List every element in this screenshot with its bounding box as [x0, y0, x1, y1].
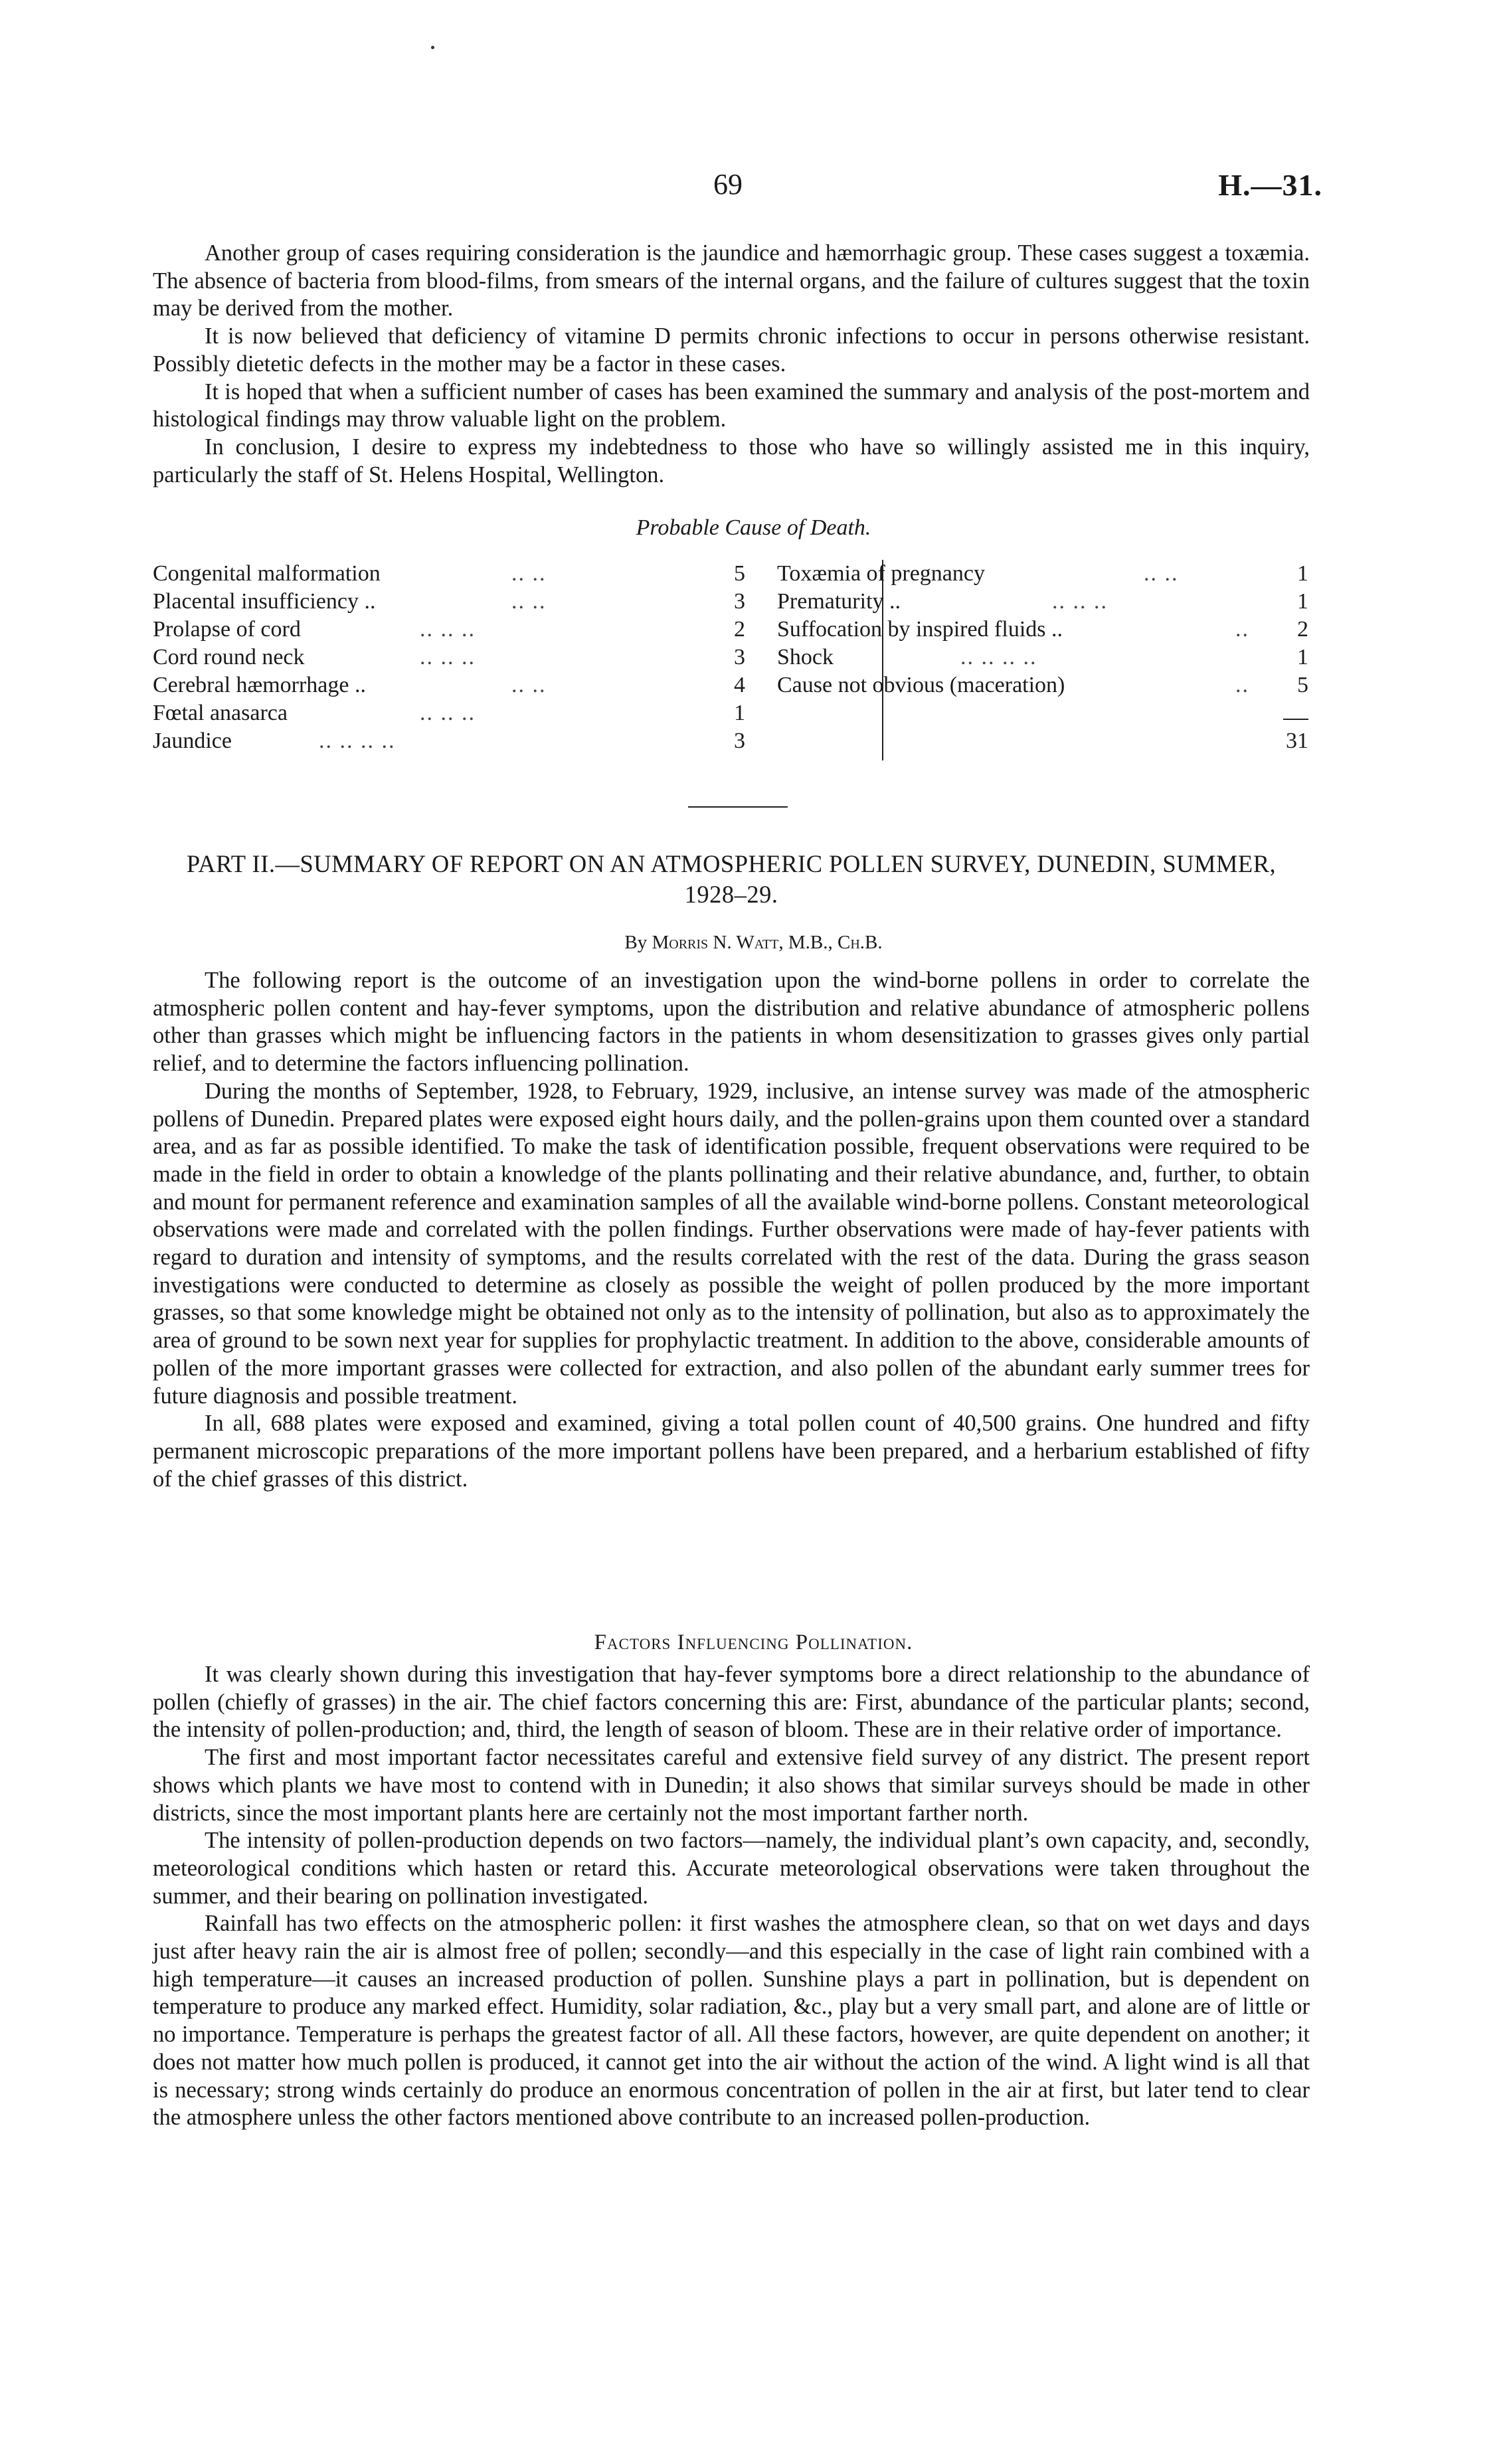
leader-dots: .. .. ..	[420, 645, 476, 669]
page-number: 69	[713, 168, 743, 201]
table-row	[153, 671, 857, 699]
cause-of-death-table	[153, 560, 1310, 759]
intro-paragraph: It is hoped that when a sufficient number of cases has been examined the summary and analysis of the post-mortem and histological findings may throw valuable light on the problem.	[153, 379, 1310, 432]
cause-count: 1	[1297, 561, 1308, 586]
page-header	[0, 167, 1507, 207]
leader-dots: .. .. ..	[420, 617, 476, 642]
cause-label: Cerebral hæmorrhage ..	[153, 673, 366, 697]
section-separator	[688, 806, 788, 808]
factors-paragraph: The first and most important factor necessitates careful and extensive field survey of any district. The present report shows which plants we have most to contend with in Dunedin; it also shows that similar surveys should be made in other districts, since the most important plants here are certainly not the most important farther north.	[153, 1745, 1310, 1826]
intro-paragraph: It is now believed that deficiency of vitamine D permits chronic infections to occur in persons otherwise resistant. Possibly dietetic defects in the mother may be a factor in these cases.	[153, 323, 1310, 377]
cause-label: Fœtal anasarca	[153, 701, 288, 725]
table-row	[153, 616, 857, 644]
part-title: PART II.—SUMMARY OF REPORT ON AN ATMOSPHERIC POLLEN SURVEY, DUNEDIN, SUMMER, 1928–29.	[186, 850, 1277, 908]
cause-label: Cord round neck	[153, 645, 305, 669]
table-caption: Probable Cause of Death.	[636, 515, 871, 540]
cause-label: Cause not obvious (maceration)	[777, 673, 1065, 697]
cause-count: 5	[734, 561, 745, 586]
intro-paragraph: In conclusion, I desire to express my indebtedness to those who have so willingly assisted me in this inquiry, particularly the staff of St. Helens Hospital, Wellington.	[153, 434, 1310, 487]
report-paragraph: In all, 688 plates were exposed and examined, giving a total pollen count of 40,500 grains. One hundred and fifty permanent microscopic preparations of the more important pollens have been prepared, and a herbarium established of fifty of the chief grasses of this district.	[153, 1411, 1310, 1492]
table-row	[777, 588, 1308, 616]
table-row	[777, 616, 1308, 644]
cause-label: Toxæmia of pregnancy	[777, 561, 985, 586]
factors-paragraph: It was clearly shown during this investigation that hay-fever symptoms bore a direct relationship to the abundance of pollen (chiefly of grasses) in the air. The chief factors concerning this are: First, abundance of the particular plants; second, the intensity of pollen-production; and, third, the length of season of bloom. These are in their relative order of importance.	[153, 1662, 1310, 1743]
table-row	[777, 671, 1308, 699]
intro-text	[153, 240, 1310, 489]
cause-label: Prematurity ..	[777, 589, 901, 614]
table-row	[777, 560, 1308, 588]
cause-count: 5	[1297, 673, 1308, 697]
intro-paragraph: Another group of cases requiring consideration is the jaundice and hæmorrhagic group. These cases suggest a toxæmia. The absence of bacteria from blood-films, from smears of the internal organs, and the failure of cultures suggest that the toxin may be derived from the mother.	[153, 240, 1310, 321]
table-row	[777, 644, 1308, 671]
leader-dots: .. .. ..	[420, 701, 476, 725]
table-row	[153, 644, 857, 671]
cause-label: Congenital malformation	[153, 561, 381, 586]
cause-count: 4	[734, 673, 745, 697]
total-rule	[1283, 719, 1308, 720]
total-count: 31	[1286, 729, 1308, 753]
leader-dots: ..	[1235, 617, 1249, 642]
factors-paragraph: The intensity of pollen-production depends on two factors—namely, the individual plant’s own capacity, and, secondly, meteorological conditions which hasten or retard this. Accurate meteorological observations were taken throughout the summer, and their bearing on pollination investigated.	[153, 1828, 1310, 1909]
cause-count: 1	[1297, 645, 1308, 669]
leader-dots: .. ..	[511, 561, 547, 586]
author-name: Morris N. Watt, M.B., Ch.B.	[652, 932, 883, 953]
factors-paragraph: Rainfall has two effects on the atmospheric pollen: it first washes the atmosphere clean, so that on wet days and days just after heavy rain the air is almost free of pollen; secondly—and this especially in the case of light rain combined with a high temperature—it causes an increased production of pollen. Sunshine plays a part in pollination, but is dependent on temperature to produce any marked effect. Humidity, solar radiation, &c., play but a very small part, and alone are of little or no importance. Temperature is perhaps the greatest factor of all. All these factors, however, are quite dependent on another; it does not matter how much pollen is produced, it cannot get into the air without the action of the wind. A light wind is all that is necessary; strong winds certainly do produce an enormous concentration of pollen in the air at first, but later tend to clear the atmosphere unless the other factors mentioned above contribute to an increased pollen-production.	[153, 1911, 1310, 2131]
cause-count: 3	[734, 589, 745, 614]
table-row	[153, 588, 857, 616]
cause-label: Shock	[777, 645, 834, 669]
cause-count: 1	[734, 701, 745, 725]
cause-count: 3	[734, 645, 745, 669]
section-heading: Factors Influencing Pollination.	[594, 1630, 913, 1654]
factors-body	[153, 1661, 1310, 2132]
scan-speck	[431, 46, 434, 49]
leader-dots: ..	[1235, 673, 1249, 697]
leader-dots: .. ..	[511, 589, 547, 614]
cause-label: Placental insufficiency ..	[153, 589, 376, 614]
byline	[0, 932, 1507, 954]
leader-dots: .. .. .. ..	[960, 645, 1037, 669]
table-row	[153, 727, 857, 755]
cause-count: 2	[734, 617, 745, 642]
document-reference: H.—31.	[1218, 168, 1322, 202]
byline-prefix: By	[624, 932, 648, 953]
cause-label: Prolapse of cord	[153, 617, 301, 642]
leader-dots: .. .. ..	[1052, 589, 1108, 614]
cause-label: Suffocation by inspired fluids ..	[777, 617, 1063, 642]
table-row	[153, 560, 857, 588]
leader-dots: .. ..	[511, 673, 547, 697]
report-paragraph: The following report is the outcome of an investigation upon the wind-borne pollens in order to correlate the atmospheric pollen content and hay-fever symptoms, upon the distribution and relative abundance of atmospheric pollens other than grasses which might be influencing factors in the patients in whom desensitization to grasses gives only partial relief, and to determine the factors influencing pollination.	[153, 968, 1310, 1077]
leader-dots: .. ..	[1144, 561, 1179, 586]
leader-dots: .. .. .. ..	[319, 729, 396, 753]
table-row	[153, 699, 857, 727]
table-total-row	[777, 727, 1308, 755]
cause-label: Jaundice	[153, 729, 232, 753]
cause-count: 2	[1297, 617, 1308, 642]
report-body	[153, 967, 1310, 1493]
report-paragraph: During the months of September, 1928, to February, 1929, inclusive, an intense survey was made of the atmospheric pollens of Dunedin. Prepared plates were exposed eight hours daily, and the pollen-grains upon them counted over a standard area, and as far as possible identified. To make the task of identification possible, frequent observations were required to be made in the field in order to obtain a knowledge of the plants pollinating and their relative abundance, and, further, to obtain and mount for permanent reference and examination samples of all the available wind-borne pollens. Constant meteorological observations were made and correlated with the pollen findings. Further observations were made of hay-fever patients with regard to duration and intensity of symptoms, and the results correlated with the rest of the data. During the grass season investigations were conducted to determine as closely as possible the weight of pollen produced by the more important grasses, so that some knowledge might be obtained not only as to the intensity of pollination, but also as to approximately the area of ground to be sown next year for supplies for prophylactic treatment. In addition to the above, considerable amounts of pollen of the more important grasses were collected for extraction, and also pollen of the abundant early summer trees for future diagnosis and possible treatment.	[153, 1078, 1310, 1409]
cause-count: 1	[1297, 589, 1308, 614]
cause-count: 3	[734, 729, 745, 753]
